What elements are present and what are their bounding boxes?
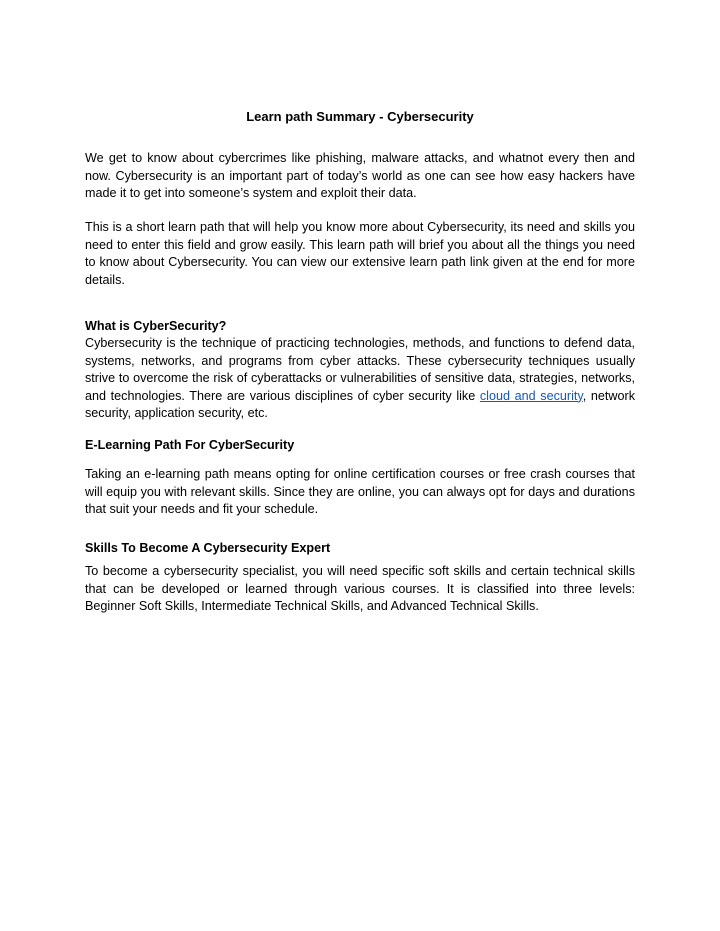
document-title: Learn path Summary - Cybersecurity — [246, 109, 474, 124]
section-paragraph-e-learning-path: Taking an e-learning path means opting for online certification courses or free crash courses that will equip you with relevant skills. Since they are online, you can always opt for days and durations that suit your needs and fit your schedule. — [85, 467, 635, 516]
section-paragraph-skills: To become a cybersecurity specialist, you will need specific soft skills and certain technical skills that can be developed or learned through various courses. It is classified into three levels: Beginner Soft Skills, Intermediate Technical Skills, and Advanced Technical Skills. — [85, 564, 635, 613]
section-heading-e-learning-path: E-Learning Path For CyberSecurity — [85, 438, 295, 452]
section-heading-what-is-cybersecurity: What is CyberSecurity? — [85, 319, 227, 333]
cloud-and-security-link[interactable]: cloud and security — [479, 388, 583, 403]
section-paragraph-what-is-cybersecurity — [85, 335, 635, 423]
section-text-before-link: Cybersecurity is the technique of practicing technologies, methods, and functions to defend data, systems, networks, and programs from cyber attacks. These cybersecurity techniques usually strive to overcome the risk of cyberattacks or vulnerabilities of sensitive data, strategies, networks, and technologies. There are various disciplines of cyber security like — [85, 336, 635, 403]
section-text-after-link: , network security, application security, etc. — [85, 388, 635, 420]
intro-paragraph-1: We get to know about cybercrimes like phishing, malware attacks, and whatnot every then and now. Cybersecurity is an important part of today’s world as one can see how easy hackers have made it to get into someone’s system and exploit their data. — [85, 151, 635, 200]
section-heading-skills: Skills To Become A Cybersecurity Expert — [85, 541, 331, 555]
intro-paragraph-2: This is a short learn path that will help you know more about Cybersecurity, its need and skills you need to enter this field and grow easily. This learn path will brief you about all the things you need to know about Cybersecurity. You can view our extensive learn path link given at the end for more details. — [85, 220, 635, 287]
